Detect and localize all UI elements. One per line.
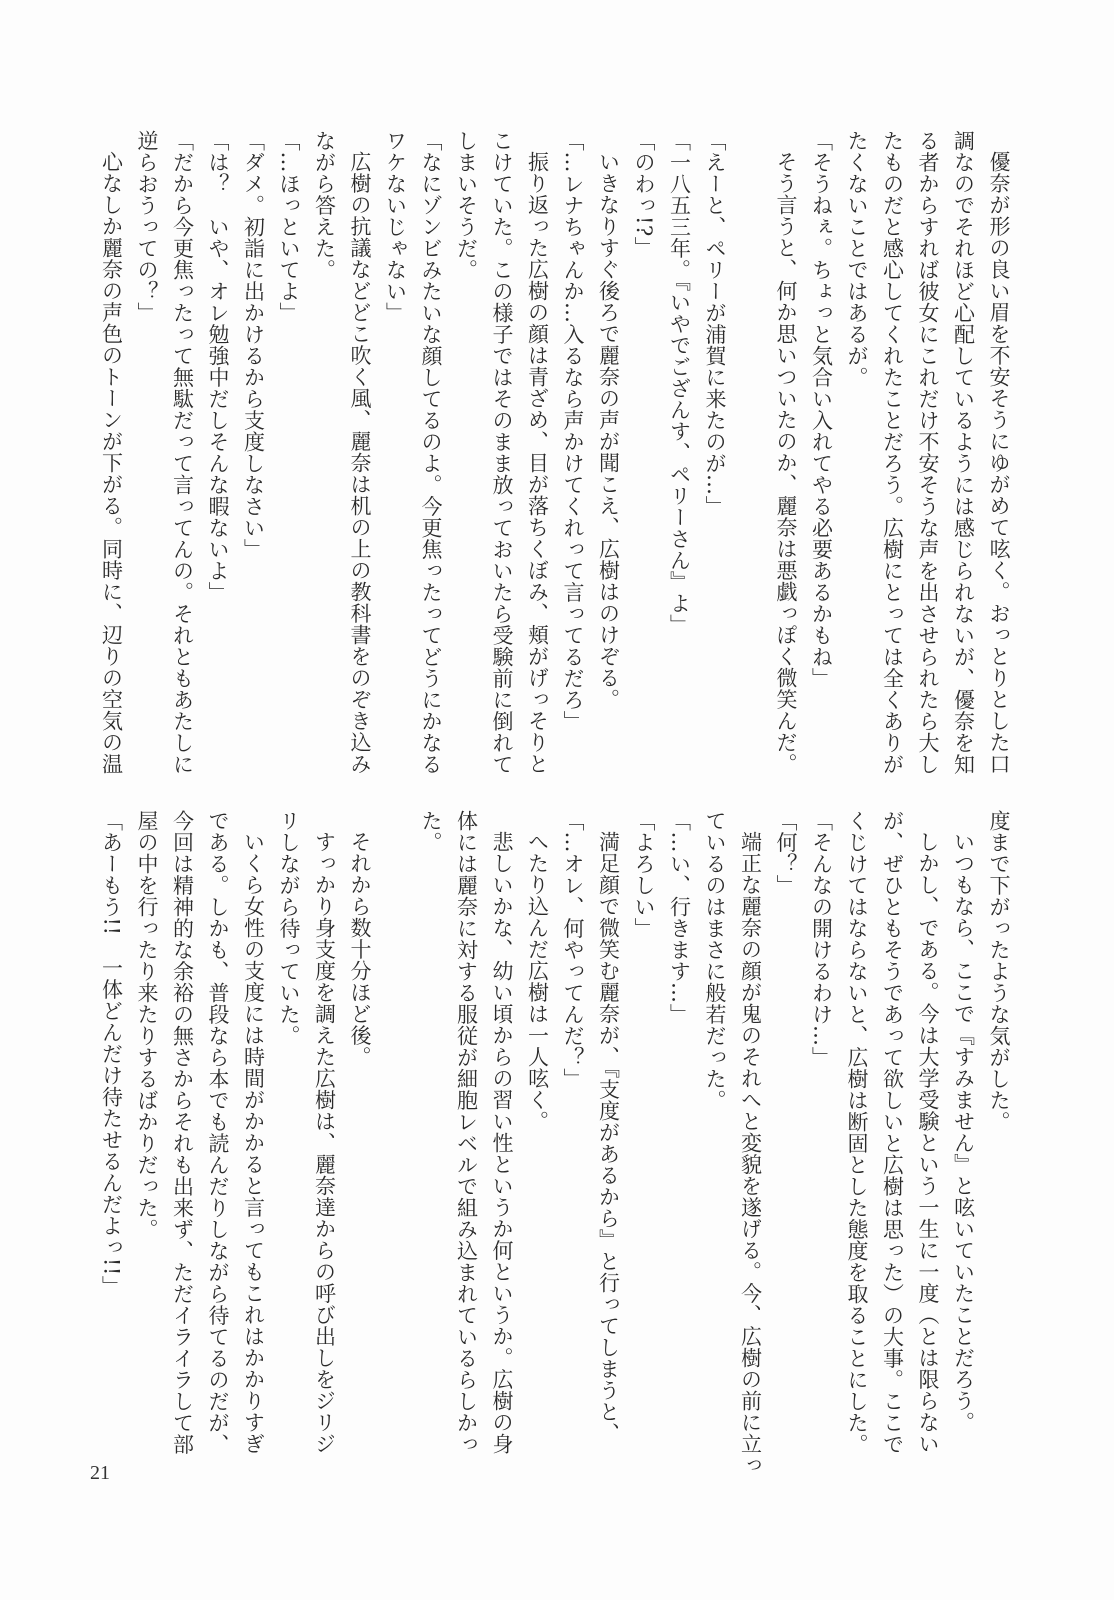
text-line: 「そんなの開けるわけ…」 bbox=[809, 810, 834, 1068]
page-number: 21 bbox=[90, 1462, 110, 1484]
text-line: である。しかも、普段なら本でも読んだりしながら待てるのだが、 bbox=[206, 810, 230, 1455]
text-line: ワケないじゃない」 bbox=[383, 130, 408, 324]
text-line: へたり込んだ広樹は一人呟く。 bbox=[525, 831, 550, 1132]
upper-text-block bbox=[93, 130, 1016, 775]
text-line: 「のわっ!?」 bbox=[632, 130, 656, 259]
text-line: 優奈が形の良い眉を不安そうにゆがめて呟く。おっとりとした口 bbox=[987, 151, 1011, 775]
text-line: そう言うと、何か思いついたのか、麗奈は悪戯っぽく微笑んだ。 bbox=[774, 151, 798, 775]
text-line: 「ダメ。初詣に出かけるから支度しなさい」 bbox=[241, 130, 266, 560]
text-line: 悲しいかな、幼い頃からの習い性というか何というか。広樹の身 bbox=[490, 831, 514, 1455]
text-line: 「…ほっといてよ」 bbox=[277, 130, 301, 324]
text-line: たものだと感心してくれたことだろう。広樹にとっては全くありが bbox=[880, 130, 905, 775]
text-line: 「なにゾンビみたいな顔してるのよ。今更焦ったってどうにかなる bbox=[419, 130, 443, 775]
text-line: が、ぜひともそうであって欲しいと広樹は思った）の大事。ここで bbox=[880, 810, 905, 1455]
text-line: 「えーと、ペリーが浦賀に来たのが…」 bbox=[703, 130, 727, 517]
text-line: 端正な麗奈の顔が鬼のそれへと変貌を遂げる。今、広樹の前に立っ bbox=[738, 831, 763, 1476]
text-line: しかし、である。今は大学受験という一生に一度（とは限らない bbox=[916, 831, 940, 1455]
text-line: こけていた。この様子ではそのまま放っておいたら受験前に倒れて bbox=[490, 130, 514, 775]
text-line: 振り返った広樹の顔は青ざめ、目が落ちくぼみ、頬がげっそりと bbox=[525, 151, 550, 775]
text-line: ながら答えた。 bbox=[312, 130, 337, 281]
text-line: しまいそうだ。 bbox=[454, 130, 479, 281]
text-line: 「…レナちゃんか…入るなら声かけてくれって言ってるだろ」 bbox=[561, 130, 585, 732]
text-line: 今回は精神的な余裕の無さからそれも出来ず、ただイライラして部 bbox=[170, 810, 195, 1455]
text-line: た。 bbox=[419, 810, 443, 853]
text-line: いきなりすぐ後ろで麗奈の声が聞こえ、広樹はのけぞる。 bbox=[596, 151, 621, 710]
text-line: 体には麗奈に対する服従が細胞レベルで組み込まれているらしかっ bbox=[454, 810, 479, 1455]
text-line: る者からすれば彼女にこれだけ不安そうな声を出させられたら大し bbox=[916, 130, 940, 775]
text-line: 満足顔で微笑む麗奈が、『支度があるから』と行ってしまうと、 bbox=[596, 831, 621, 1444]
text-line: 度まで下がったような気がした。 bbox=[987, 810, 1011, 1133]
text-line: 「は？ いや、オレ勉強中だしそんな暇ないよ」 bbox=[206, 130, 230, 603]
text-line: それから数十分ほど後。 bbox=[348, 831, 372, 1068]
text-line: 調なのでそれほど心配しているようには感じられないが、優奈を知 bbox=[951, 130, 976, 775]
text-line: いつもなら、ここで『すみません』と呟いていたことだろう。 bbox=[951, 831, 976, 1433]
text-line: 「だから今更焦ったって無駄だって言ってんの。それともあたしに bbox=[170, 130, 195, 775]
text-line: 「…オレ、何やってんだ？」 bbox=[561, 810, 585, 1090]
text-line: いくら女性の支度には時間がかかると言ってもこれはかかりすぎ bbox=[241, 831, 266, 1455]
text-line bbox=[732, 130, 768, 770]
text-line: 「よろしい」 bbox=[632, 810, 656, 939]
text-line: 逆らおうっての？」 bbox=[135, 130, 159, 324]
text-line: 心なしか麗奈の声色のトーンが下がる。同時に、辺りの空気の温 bbox=[99, 151, 124, 775]
text-line: くじけてはならないと、広樹は断固とした態度を取ることにした。 bbox=[845, 810, 869, 1455]
text-line: 「そうねぇ。ちょっと気合い入れてやる必要あるかもね」 bbox=[809, 130, 834, 689]
text-line: ているのはまさに般若だった。 bbox=[703, 810, 727, 1111]
text-line: 「一八五三年。『いやでござんす、ペリーさん』よ」 bbox=[667, 130, 692, 636]
text-line: たくないことではあるが。 bbox=[845, 130, 869, 388]
text-line: 「何？」 bbox=[774, 810, 798, 896]
text-line: 屋の中を行ったり来たりするばかりだった。 bbox=[135, 810, 159, 1240]
text-line: 「…い、行きます…」 bbox=[667, 810, 692, 1025]
text-line: 「あーもう!! 一体どんだけ待たせるんだよっ!!」 bbox=[99, 810, 124, 1298]
text-line: すっかり身支度を調えた広樹は、麗奈達からの呼び出しをジリジ bbox=[312, 831, 337, 1455]
text-line: 広樹の抗議などどこ吹く風、麗奈は机の上の教科書をのぞき込み bbox=[348, 151, 372, 775]
text-line bbox=[377, 810, 413, 1450]
text-line: リしながら待っていた。 bbox=[277, 810, 301, 1047]
